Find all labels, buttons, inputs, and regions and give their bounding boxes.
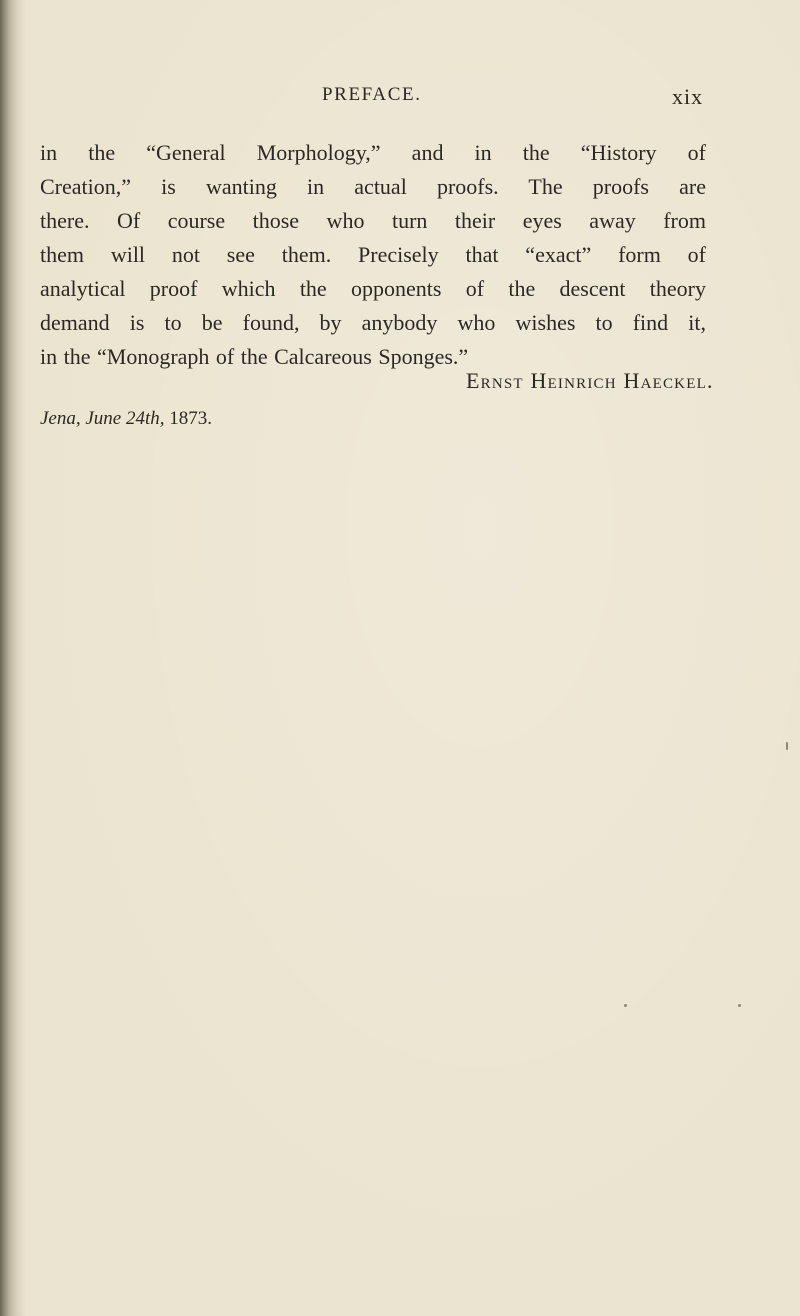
page-number: xix [672,84,704,109]
dateline-year: 1873. [169,408,213,429]
author-signature: Ernst Heinrich Haeckel. [466,368,714,393]
text-line: in the “General Morphology,” and in the “History of [40,140,706,165]
text-line: in the “Monograph of the Calcareous Sponges.” [40,344,469,369]
paper-speck [786,742,788,750]
dateline-place-date: Jena, June 24th, [40,408,165,429]
text-line: Creation,” is wanting in actual proofs. The proofs are [40,174,706,199]
running-head-title: PREFACE. [322,84,422,105]
dateline [40,408,212,430]
paper-speck [624,1004,627,1007]
running-head [0,84,800,114]
text-line: them will not see them. Precisely that “exact” form of [40,242,706,267]
text-line: demand is to be found, by anybody who wishes to find it, [40,310,706,335]
body-paragraph [40,136,706,374]
text-line: analytical proof which the opponents of the descent theory [40,276,706,301]
paper-speck [738,1004,741,1007]
text-line: there. Of course those who turn their eyes away from [40,208,706,233]
binding-gutter [0,0,26,1316]
